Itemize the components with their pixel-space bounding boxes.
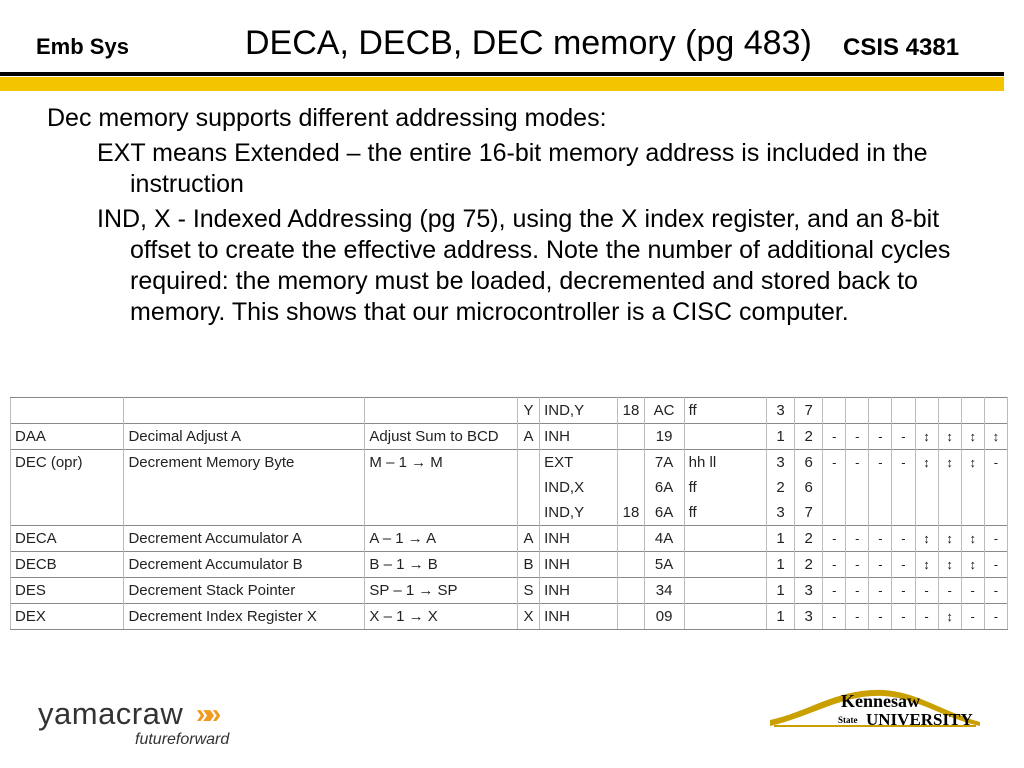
ksu-state: State xyxy=(838,715,858,725)
table-row xyxy=(11,552,1008,578)
condition-code-cell xyxy=(961,500,984,526)
instruction-table xyxy=(10,397,1008,630)
cycles-cell: 2 xyxy=(795,552,823,578)
operation-cell xyxy=(365,500,518,526)
condition-code-cell: - xyxy=(823,604,846,630)
condition-code-cell xyxy=(938,398,961,424)
bullet-intro: Dec memory supports different addressing modes: xyxy=(47,104,607,132)
table-row xyxy=(11,578,1008,604)
header-band xyxy=(0,77,1004,91)
condition-code-cell: ↕ xyxy=(938,424,961,450)
kennesaw-logo xyxy=(768,682,982,742)
condition-code-cell xyxy=(915,475,938,500)
condition-code-cell: ↕ xyxy=(938,526,961,552)
prefix-cell xyxy=(518,475,540,500)
operand-cell xyxy=(684,552,766,578)
mnemonic-cell: DES xyxy=(11,578,124,604)
mode-cell: INH xyxy=(540,526,618,552)
chevrons-icon: »» xyxy=(196,698,216,729)
condition-code-cell xyxy=(984,500,1007,526)
condition-code-cell xyxy=(892,500,915,526)
condition-code-cell xyxy=(984,475,1007,500)
bytes-cell: 1 xyxy=(766,578,794,604)
condition-code-cell: - xyxy=(823,526,846,552)
header-rule xyxy=(0,72,1004,76)
cycles-cell: 6 xyxy=(795,475,823,500)
operation-cell: B – 1 → B xyxy=(365,552,518,578)
cycles-cell: 3 xyxy=(795,604,823,630)
opcode-cell: 4A xyxy=(644,526,684,552)
table-row xyxy=(11,604,1008,630)
mode-cell: INH xyxy=(540,578,618,604)
mnemonic-cell: DECB xyxy=(11,552,124,578)
cycles-cell: 2 xyxy=(795,424,823,450)
condition-code-cell: - xyxy=(846,552,869,578)
condition-code-cell xyxy=(869,475,892,500)
operation-cell: A – 1 → A xyxy=(365,526,518,552)
table-row xyxy=(11,500,1008,526)
prebyte-cell: 18 xyxy=(618,500,644,526)
condition-code-cell xyxy=(823,500,846,526)
condition-code-cell: - xyxy=(869,578,892,604)
mnemonic-cell xyxy=(11,500,124,526)
bullet-ind: IND, X - Indexed Addressing (pg 75), using the X index register, and an 8-bit offset to create the effective address. Note the number of additional cycles required: the memory must be loaded, decremented and stored back to memory. This shows that our microcontroller is a CISC computer. xyxy=(97,205,951,326)
table-row xyxy=(11,398,1008,424)
condition-code-cell xyxy=(915,398,938,424)
prebyte-cell xyxy=(618,450,644,476)
bytes-cell: 3 xyxy=(766,450,794,476)
slide-title: DECA, DECB, DEC memory (pg 483) xyxy=(245,24,812,62)
opcode-cell: 6A xyxy=(644,500,684,526)
ksu-name: Kennesaw xyxy=(841,691,921,711)
condition-code-cell: - xyxy=(961,578,984,604)
table-row xyxy=(11,424,1008,450)
condition-code-cell: - xyxy=(984,526,1007,552)
condition-code-cell: - xyxy=(869,552,892,578)
condition-code-cell xyxy=(915,500,938,526)
condition-code-cell: - xyxy=(984,552,1007,578)
operand-cell: ff xyxy=(684,475,766,500)
operand-cell xyxy=(684,578,766,604)
prefix-cell: A xyxy=(518,424,540,450)
yamacraw-wordmark: yamacraw xyxy=(38,696,184,731)
prebyte-cell xyxy=(618,526,644,552)
condition-code-cell: - xyxy=(846,424,869,450)
condition-code-cell: ↕ xyxy=(915,552,938,578)
table-row xyxy=(11,450,1008,476)
cycles-cell: 3 xyxy=(795,578,823,604)
condition-code-cell: - xyxy=(869,424,892,450)
prefix-cell: Y xyxy=(518,398,540,424)
bytes-cell: 3 xyxy=(766,398,794,424)
operation-cell xyxy=(365,398,518,424)
description-cell: Decrement Stack Pointer xyxy=(124,578,365,604)
condition-code-cell: ↕ xyxy=(961,552,984,578)
condition-code-cell: - xyxy=(961,604,984,630)
condition-code-cell xyxy=(938,500,961,526)
prefix-cell xyxy=(518,450,540,476)
bytes-cell: 1 xyxy=(766,552,794,578)
condition-code-cell: - xyxy=(984,450,1007,476)
condition-code-cell: - xyxy=(846,604,869,630)
condition-code-cell: ↕ xyxy=(961,450,984,476)
condition-code-cell: - xyxy=(892,526,915,552)
prebyte-cell: 18 xyxy=(618,398,644,424)
condition-code-cell xyxy=(823,475,846,500)
mode-cell: IND,Y xyxy=(540,500,618,526)
opcode-cell: AC xyxy=(644,398,684,424)
condition-code-cell: - xyxy=(846,578,869,604)
condition-code-cell: - xyxy=(846,526,869,552)
opcode-cell: 19 xyxy=(644,424,684,450)
condition-code-cell: ↕ xyxy=(915,424,938,450)
condition-code-cell xyxy=(846,398,869,424)
table-row xyxy=(11,526,1008,552)
condition-code-cell xyxy=(823,398,846,424)
condition-code-cell: - xyxy=(892,578,915,604)
condition-code-cell: ↕ xyxy=(915,450,938,476)
operand-cell xyxy=(684,424,766,450)
operand-cell: ff xyxy=(684,398,766,424)
description-cell: Decrement Accumulator A xyxy=(124,526,365,552)
mode-cell: IND,Y xyxy=(540,398,618,424)
condition-code-cell xyxy=(892,475,915,500)
description-cell xyxy=(124,475,365,500)
condition-code-cell: - xyxy=(984,604,1007,630)
course-code-label: CSIS 4381 xyxy=(843,34,960,61)
mnemonic-cell: DEX xyxy=(11,604,124,630)
mnemonic-cell: DAA xyxy=(11,424,124,450)
course-short-label: Emb Sys xyxy=(36,34,129,59)
condition-code-cell xyxy=(846,475,869,500)
description-cell: Decrement Memory Byte xyxy=(124,450,365,476)
operand-cell: hh ll xyxy=(684,450,766,476)
condition-code-cell: ↕ xyxy=(938,450,961,476)
cycles-cell: 2 xyxy=(795,526,823,552)
prefix-cell: A xyxy=(518,526,540,552)
condition-code-cell: - xyxy=(892,552,915,578)
operand-cell xyxy=(684,604,766,630)
mnemonic-cell: DECA xyxy=(11,526,124,552)
bytes-cell: 1 xyxy=(766,526,794,552)
mnemonic-cell: DEC (opr) xyxy=(11,450,124,476)
mnemonic-cell xyxy=(11,475,124,500)
yamacraw-tagline: futureforward xyxy=(135,731,230,748)
condition-code-cell xyxy=(938,475,961,500)
condition-code-cell: - xyxy=(823,578,846,604)
condition-code-cell xyxy=(846,500,869,526)
prefix-cell: B xyxy=(518,552,540,578)
opcode-cell: 7A xyxy=(644,450,684,476)
condition-code-cell: - xyxy=(846,450,869,476)
condition-code-cell: ↕ xyxy=(938,552,961,578)
description-cell: Decimal Adjust A xyxy=(124,424,365,450)
condition-code-cell xyxy=(869,500,892,526)
operation-cell xyxy=(365,475,518,500)
condition-code-cell: - xyxy=(869,526,892,552)
condition-code-cell: - xyxy=(869,450,892,476)
condition-code-cell: ↕ xyxy=(961,526,984,552)
description-cell xyxy=(124,398,365,424)
bytes-cell: 2 xyxy=(766,475,794,500)
cycles-cell: 7 xyxy=(795,398,823,424)
description-cell: Decrement Index Register X xyxy=(124,604,365,630)
bytes-cell: 3 xyxy=(766,500,794,526)
condition-code-cell: ↕ xyxy=(938,604,961,630)
mode-cell: INH xyxy=(540,552,618,578)
condition-code-cell: - xyxy=(915,604,938,630)
opcode-cell: 34 xyxy=(644,578,684,604)
bytes-cell: 1 xyxy=(766,424,794,450)
condition-code-cell: - xyxy=(938,578,961,604)
prebyte-cell xyxy=(618,424,644,450)
condition-code-cell: - xyxy=(823,450,846,476)
opcode-cell: 5A xyxy=(644,552,684,578)
mode-cell: INH xyxy=(540,604,618,630)
condition-code-cell xyxy=(869,398,892,424)
prebyte-cell xyxy=(618,475,644,500)
bullet-ext: EXT means Extended – the entire 16-bit memory address is included in the instruction xyxy=(97,139,928,198)
operation-cell: X – 1 → X xyxy=(365,604,518,630)
operation-cell: M – 1 → M xyxy=(365,450,518,476)
operation-cell: Adjust Sum to BCD xyxy=(365,424,518,450)
prefix-cell xyxy=(518,500,540,526)
instruction-table-image xyxy=(10,397,1008,630)
condition-code-cell: - xyxy=(892,424,915,450)
mode-cell: INH xyxy=(540,424,618,450)
description-cell: Decrement Accumulator B xyxy=(124,552,365,578)
condition-code-cell: - xyxy=(892,604,915,630)
slide-body xyxy=(47,103,997,332)
condition-code-cell xyxy=(961,475,984,500)
prefix-cell: X xyxy=(518,604,540,630)
condition-code-cell: ↕ xyxy=(984,424,1007,450)
operand-cell xyxy=(684,526,766,552)
mode-cell: IND,X xyxy=(540,475,618,500)
mnemonic-cell xyxy=(11,398,124,424)
condition-code-cell xyxy=(892,398,915,424)
condition-code-cell: - xyxy=(984,578,1007,604)
prebyte-cell xyxy=(618,604,644,630)
condition-code-cell: - xyxy=(869,604,892,630)
operation-cell: SP – 1 → SP xyxy=(365,578,518,604)
description-cell xyxy=(124,500,365,526)
condition-code-cell xyxy=(984,398,1007,424)
condition-code-cell: - xyxy=(823,552,846,578)
operand-cell: ff xyxy=(684,500,766,526)
cycles-cell: 7 xyxy=(795,500,823,526)
ksu-university: UNIVERSITY xyxy=(866,710,973,729)
prebyte-cell xyxy=(618,552,644,578)
table-row xyxy=(11,475,1008,500)
mode-cell: EXT xyxy=(540,450,618,476)
condition-code-cell: - xyxy=(823,424,846,450)
condition-code-cell: - xyxy=(915,578,938,604)
opcode-cell: 6A xyxy=(644,475,684,500)
condition-code-cell: ↕ xyxy=(915,526,938,552)
prefix-cell: S xyxy=(518,578,540,604)
yamacraw-logo xyxy=(38,696,258,756)
opcode-cell: 09 xyxy=(644,604,684,630)
cycles-cell: 6 xyxy=(795,450,823,476)
condition-code-cell: ↕ xyxy=(961,424,984,450)
condition-code-cell: - xyxy=(892,450,915,476)
condition-code-cell xyxy=(961,398,984,424)
bytes-cell: 1 xyxy=(766,604,794,630)
prebyte-cell xyxy=(618,578,644,604)
